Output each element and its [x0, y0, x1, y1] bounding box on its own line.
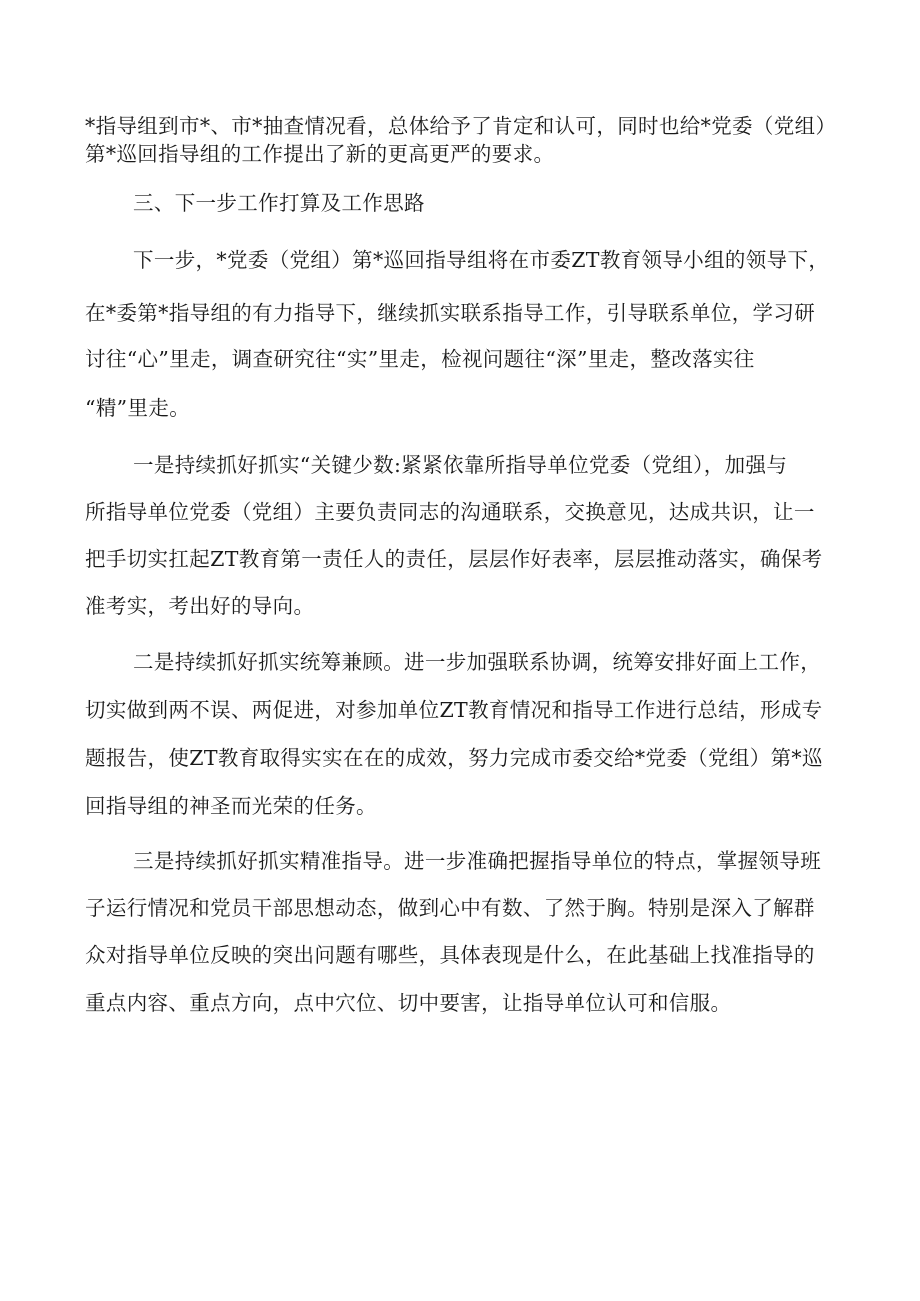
paragraph-line: 准考实，考出好的导向。 — [85, 594, 315, 618]
paragraph-line: 下一步，*党委（党组）第*巡回指导组将在市委ZT教育领导小组的领导下， — [133, 248, 830, 272]
paragraph-line: 回指导组的神圣而光荣的任务。 — [85, 794, 377, 818]
paragraph-line: 所指导单位党委（党组）主要负责同志的沟通联系，交换意见，达成共识，让一 — [85, 500, 815, 524]
paragraph-line: 三是持续抓好抓实精准指导。进一步准确把握指导单位的特点，掌握领导班 — [133, 849, 822, 873]
section-heading: 三、下一步工作打算及工作思路 — [133, 191, 425, 215]
paragraph-line: 第*巡回指导组的工作提出了新的更高更严的要求。 — [85, 142, 555, 166]
paragraph-line: 众对指导单位反映的突出问题有哪些，具体表现是什么，在此基础上找准指导的 — [85, 943, 815, 967]
paragraph-line: 题报告，使ZT教育取得实实在在的成效，努力完成市委交给*党委（党组）第*巡 — [85, 746, 823, 770]
paragraph-line: 重点内容、重点方向，点中穴位、切中要害，让指导单位认可和信服。 — [85, 991, 732, 1015]
paragraph-line: 切实做到两不误、两促进，对参加单位ZT教育情况和指导工作进行总结，形成专 — [85, 698, 823, 722]
paragraph-line: 讨往“心”里走，调查研究往“实”里走，检视问题往“深”里走，整改落实往 — [85, 347, 755, 371]
paragraph-line: 子运行情况和党员干部思想动态，做到心中有数、了然于胸。特别是深入了解群 — [85, 896, 815, 920]
paragraph-line: 把手切实扛起ZT教育第一责任人的责任，层层作好表率，层层推动落实，确保考 — [85, 547, 823, 571]
paragraph-line: 在*委第*指导组的有力指导下，继续抓实联系指导工作，引导联系单位，学习研 — [85, 301, 816, 325]
paragraph-line: 二是持续抓好抓实统筹兼顾。进一步加强联系协调，统筹安排好面上工作， — [133, 650, 822, 674]
paragraph-line: *指导组到市*、市*抽查情况看，总体给予了肯定和认可，同时也给*党委（党组） — [85, 114, 837, 138]
paragraph-line: 一是持续抓好抓实“关键少数:紧紧依靠所指导单位党委（党组），加强与 — [133, 453, 788, 477]
paragraph-line: “精”里走。 — [85, 396, 191, 420]
